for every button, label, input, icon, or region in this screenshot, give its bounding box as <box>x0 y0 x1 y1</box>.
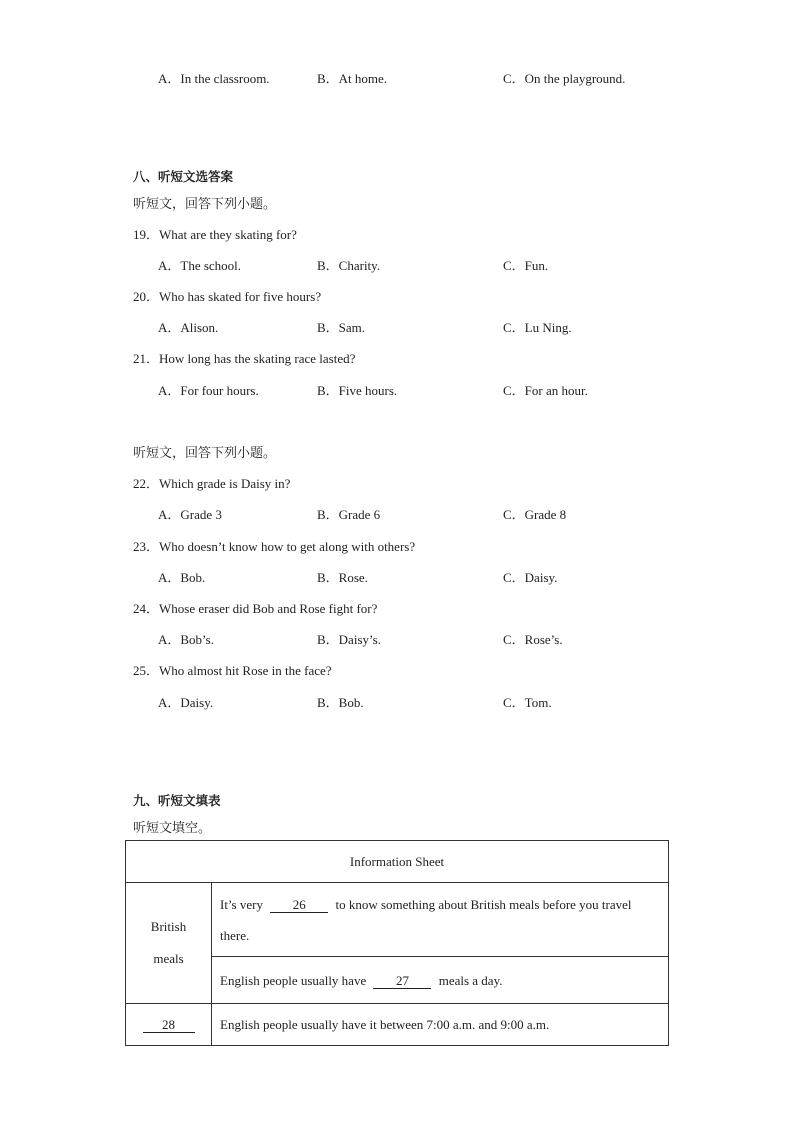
q19-option-b[interactable]: B．Charity. <box>317 258 381 273</box>
row-27-text-before: English people usually have <box>220 972 367 988</box>
q22-option-a[interactable]: A．Grade 3 <box>158 507 222 522</box>
row-26-text-after: to know something about British meals before you travel <box>335 896 632 912</box>
section-8-instruction-1: 听短文，回答下列小题。 <box>133 197 277 212</box>
q22-option-b[interactable]: B．Grade 6 <box>317 507 381 522</box>
q20-option-b[interactable]: B．Sam. <box>317 320 366 335</box>
question-23: 23．Who doesn’t know how to get along with others? <box>133 539 416 554</box>
table-row-28: English people usually have it between 7:00 a.m. and 9:00 a.m. <box>212 1004 669 1046</box>
section-8-title: 八、听短文选答案 <box>133 169 234 184</box>
q21-option-c[interactable]: C．For an hour. <box>503 383 588 398</box>
q25-option-c[interactable]: C．Tom. <box>503 695 552 710</box>
table-row-26 <box>212 883 669 957</box>
information-sheet-table <box>125 840 669 1046</box>
blank-26[interactable]: 26 <box>270 898 328 913</box>
row-26-text-line-2: there. <box>220 927 250 943</box>
q20-option-c[interactable]: C．Lu Ning. <box>503 320 572 335</box>
section-8-instruction-2: 听短文，回答下列小题。 <box>133 446 277 461</box>
q20-option-a[interactable]: A．Alison. <box>158 320 219 335</box>
question-20: 20．Who has skated for five hours? <box>133 289 322 304</box>
section-9-title: 九、听短文填表 <box>133 793 221 808</box>
section-9-instruction: 听短文填空。 <box>133 821 212 836</box>
q23-option-c[interactable]: C．Daisy. <box>503 570 558 585</box>
q18-option-c[interactable]: C．On the playground. <box>503 71 626 86</box>
q23-option-a[interactable]: A．Bob. <box>158 570 206 585</box>
row-label-british-meals <box>126 883 212 1004</box>
question-25: 25．Who almost hit Rose in the face? <box>133 663 332 678</box>
row-label-28 <box>126 1004 212 1046</box>
row-26-text-before: It’s very <box>220 896 263 912</box>
q21-option-a[interactable]: A．For four hours. <box>158 383 259 398</box>
q22-option-c[interactable]: C．Grade 8 <box>503 507 567 522</box>
question-22: 22．Which grade is Daisy in? <box>133 476 291 491</box>
q24-option-a[interactable]: A．Bob’s. <box>158 632 214 647</box>
row-label-line-2: meals <box>153 951 184 966</box>
question-24: 24．Whose eraser did Bob and Rose fight for? <box>133 601 378 616</box>
q18-option-b[interactable]: B．At home. <box>317 71 388 86</box>
blank-28[interactable]: 28 <box>143 1018 195 1033</box>
row-27-text-after: meals a day. <box>438 972 503 988</box>
q25-option-a[interactable]: A．Daisy. <box>158 695 214 710</box>
table-row-27 <box>212 957 669 1004</box>
row-label-line-1: British <box>150 919 187 934</box>
q25-option-b[interactable]: B．Bob. <box>317 695 364 710</box>
q24-option-b[interactable]: B．Daisy’s. <box>317 632 381 647</box>
blank-27[interactable]: 27 <box>373 974 431 989</box>
q19-option-a[interactable]: A．The school. <box>158 258 242 273</box>
q23-option-b[interactable]: B．Rose. <box>317 570 368 585</box>
table-header: Information Sheet <box>126 841 669 883</box>
q19-option-c[interactable]: C．Fun. <box>503 258 549 273</box>
question-21: 21．How long has the skating race lasted? <box>133 351 356 366</box>
q21-option-b[interactable]: B．Five hours. <box>317 383 398 398</box>
question-19: 19．What are they skating for? <box>133 227 297 242</box>
q24-option-c[interactable]: C．Rose’s. <box>503 632 563 647</box>
q18-option-a[interactable]: A．In the classroom. <box>158 71 270 86</box>
